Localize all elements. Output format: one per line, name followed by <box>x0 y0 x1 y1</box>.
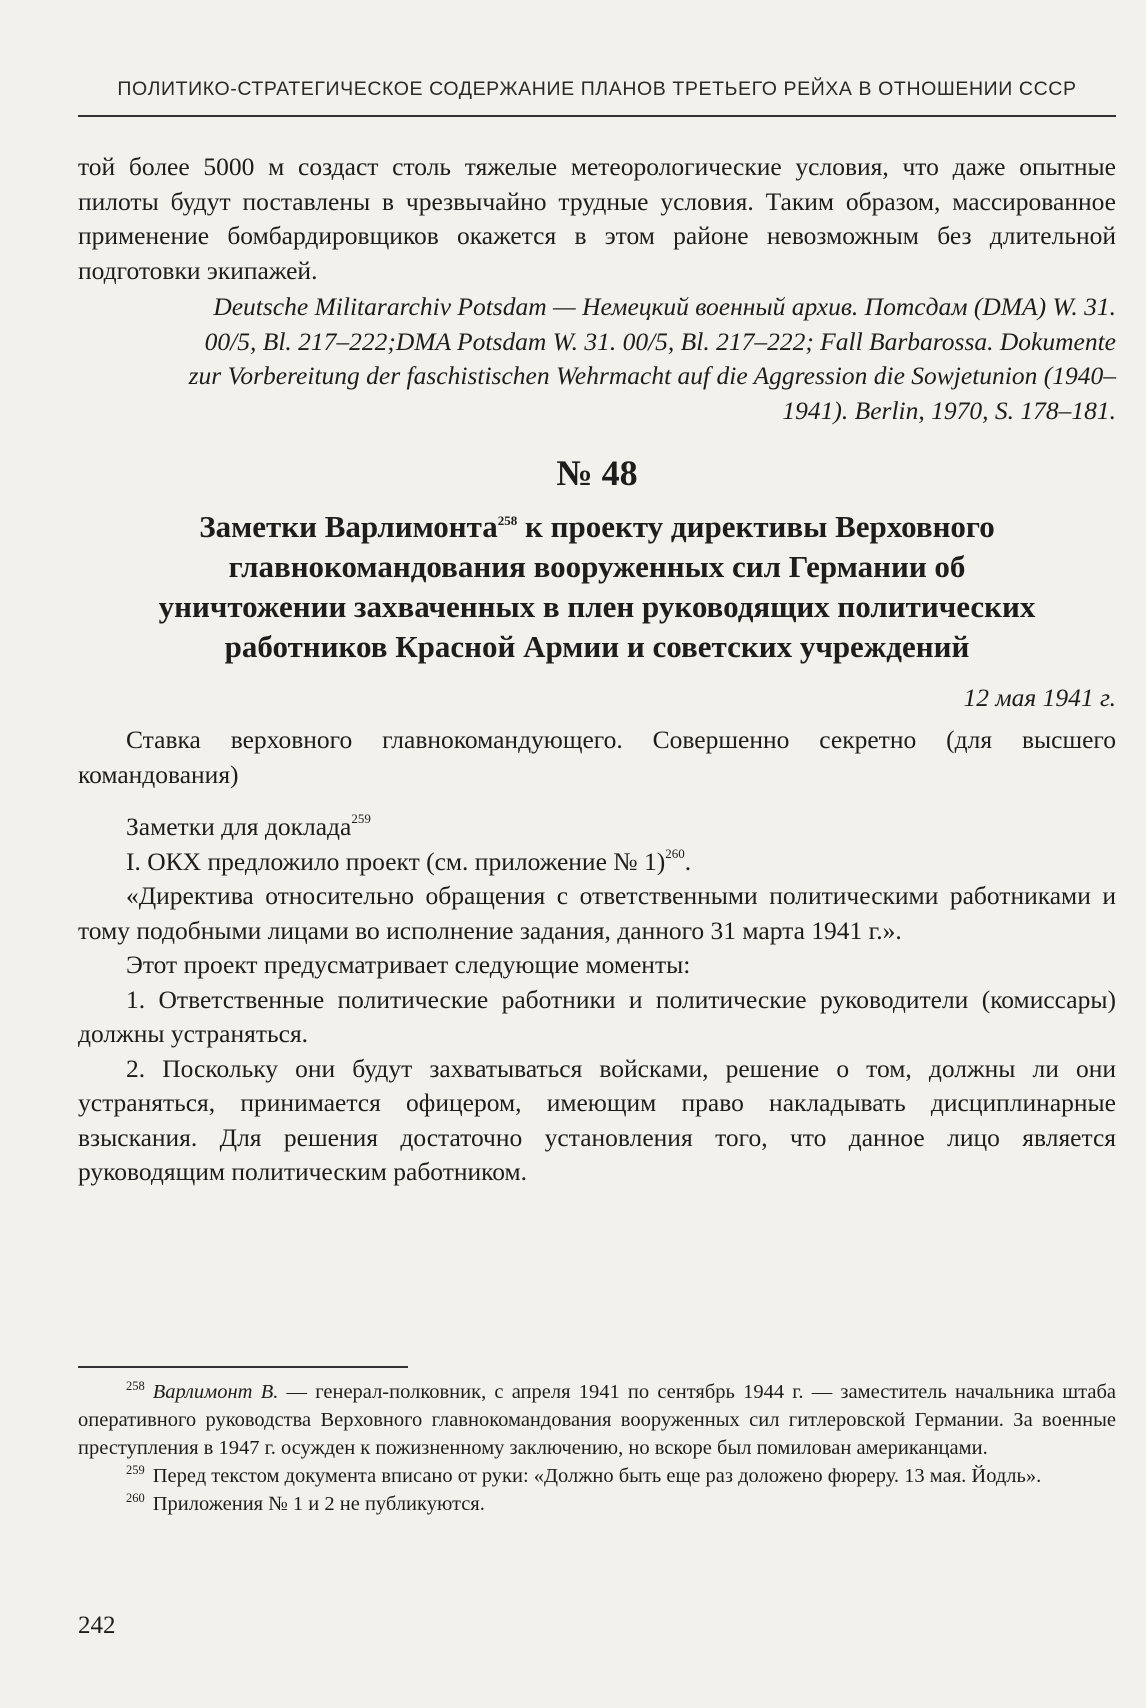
item-i-end: . <box>684 846 692 876</box>
footnotes <box>78 1378 1116 1518</box>
directive-quote: «Директива относительно обращения с ответственными политическими работниками и тому подобными лицами во исполнение задания, данного 31 марта 1941 г.». <box>78 881 1116 945</box>
footnote-258 <box>78 1378 1116 1462</box>
document-title-part1: Заметки Варлимонта <box>199 508 498 544</box>
item-i <box>78 845 1116 880</box>
footnote-ref-260: 260 <box>665 845 685 861</box>
paragraph-gap <box>78 792 1116 810</box>
notes-label <box>78 810 1116 845</box>
footnote-text: Перед текстом документа вписано от руки: «Должно быть еще раз доложено фюреру. 13 мая. Йодль». <box>152 1465 1042 1487</box>
document-date: 12 мая 1941 г. <box>963 682 1116 712</box>
footnote-text: Приложения № 1 и 2 не публикуются. <box>152 1493 485 1515</box>
point-2: 2. Поскольку они будут захватываться войсками, решение о том, должны ли они устраняться, принимается офицером, имеющим право накладывать дисциплинарные взыскания. Для решения достаточно установления того, что данное лицо является руководящим политическим работником. <box>78 1053 1116 1186</box>
footnote-number: 258 <box>126 1379 145 1393</box>
intro-paragraph: той более 5000 м создаст столь тяжелые метеорологические условия, что даже опытные пилоты будут поставлены в чрезвычайно трудные условия. Таким образом, массированное применение бомбардировщиков окажется в этом районе невозможным без длительной подготовки экипажей. <box>78 152 1116 285</box>
header-paragraph: Ставка верховного главнокомандующего. Совершенно секретно (для высшего командования) <box>78 725 1116 789</box>
footnote-ref-259: 259 <box>351 811 371 826</box>
footnote-ref-258: 258 <box>497 512 518 528</box>
point-1: 1. Ответственные политические работники и политические руководители (комиссары) должны устраняться. <box>78 984 1116 1048</box>
footnote-rule <box>78 1366 408 1368</box>
footnote-author: Варлимонт В. <box>152 1381 279 1403</box>
header-rule <box>78 115 1116 117</box>
footnote-259 <box>78 1462 1116 1490</box>
footnote-number: 260 <box>126 1491 145 1505</box>
notes-label-text: Заметки для доклада <box>126 812 352 841</box>
document-number: № 48 <box>556 453 638 493</box>
document-title-part2: к проекту директивы Верховного главнокомандования вооруженных сил Германии об уничтожении захваченных в плен руководящих политических работников Красной Армии и советских учреждений <box>158 508 1036 664</box>
page-number: 242 <box>78 1612 116 1639</box>
provides-paragraph: Этот проект предусматривает следующие моменты: <box>126 950 691 979</box>
footnote-260 <box>78 1490 1116 1518</box>
running-head: ПОЛИТИКО-СТРАТЕГИЧЕСКОЕ СОДЕРЖАНИЕ ПЛАНОВ ТРЕТЬЕГО РЕЙХА В ОТНОШЕНИИ СССР <box>117 78 1077 100</box>
footnote-text: — генерал-полковник, с апреля 1941 по сентябрь 1944 г. — заместитель начальника штаба оперативного руководства Верховного главнокомандования вооруженных сил гитлеровской Германии. За военные преступления в 1947 г. осужден к пожизненному заключению, но вскоре был помилован американцами. <box>78 1381 1116 1459</box>
item-i-text: I. ОКХ предложило проект (см. приложение № 1) <box>126 846 666 876</box>
document-title <box>78 507 1116 667</box>
source-citation: Deutsche Militararchiv Potsdam — Немецкий военный архив. Потсдам (DMA) W. 31. 00/5, Bl. 217–222;DMA Potsdam W. 31. 00/5, Bl. 217–222; Fall Barbarossa. Dokumente zur Vorbereitung der faschistischen Wehrmacht auf die Aggression die Sowjetunion (1940–1941). Berlin, 1970, S. 178–181. <box>188 292 1116 425</box>
main-text <box>78 150 1116 1190</box>
footnote-number: 259 <box>126 1463 145 1477</box>
